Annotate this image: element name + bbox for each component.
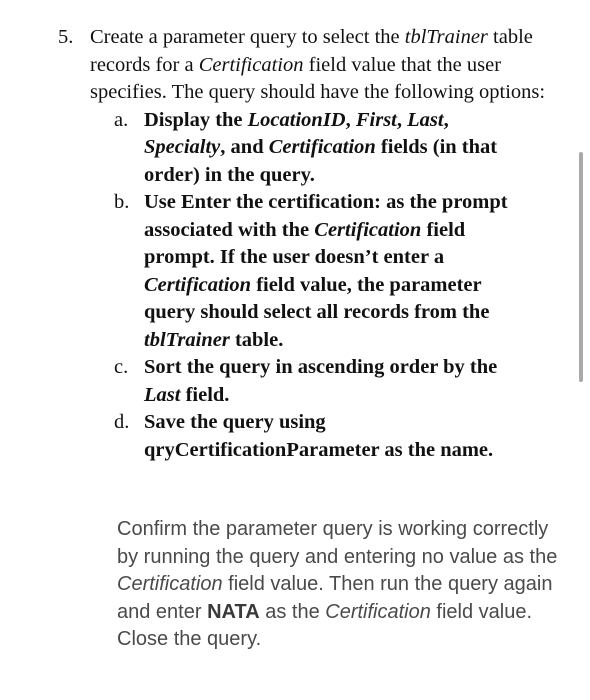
sub-item-text: , bbox=[396, 108, 408, 131]
sub-item-b bbox=[114, 189, 516, 354]
sub-item-text: , bbox=[345, 108, 356, 131]
sub-item-letter: a. bbox=[114, 108, 129, 131]
field-name: Certification bbox=[144, 273, 252, 296]
sub-item-letter: c. bbox=[114, 356, 129, 378]
sub-item-text: , and bbox=[220, 136, 269, 158]
field-name: Specialty bbox=[144, 136, 221, 158]
sub-item-text: Use Enter the certification: as the prompt associated with the bbox=[144, 191, 508, 241]
sub-item-text: Save the query using qryCertificationParameter as the name. bbox=[144, 411, 494, 461]
scrollbar[interactable] bbox=[579, 152, 583, 382]
note-text: Confirm the parameter query is working correctly by running the query and entering no value as the bbox=[117, 518, 558, 568]
field-name: Last bbox=[144, 383, 181, 406]
item-5-intro-text: Create a parameter query to select the bbox=[90, 26, 405, 48]
sub-item-text: Sort the query in ascending order by the bbox=[144, 356, 498, 378]
table-name: tblTrainer bbox=[404, 26, 488, 48]
field-name: Certification bbox=[325, 600, 431, 623]
field-name: Certification bbox=[198, 53, 304, 76]
item-5-text bbox=[90, 24, 548, 107]
sub-item-text: fields (in that order) in the query. bbox=[144, 136, 498, 186]
field-name: Certification bbox=[314, 218, 422, 241]
field-name: First bbox=[355, 108, 397, 131]
sub-item-text: , bbox=[443, 108, 449, 131]
sub-item-text: table. bbox=[229, 328, 284, 351]
field-name: LocationID bbox=[247, 108, 346, 131]
sub-item-text: field. bbox=[180, 383, 230, 406]
note-text: field value. Close the query. bbox=[117, 600, 533, 650]
sub-item-letter: d. bbox=[114, 411, 130, 433]
note-text: as the bbox=[259, 600, 326, 623]
item-number: 5. bbox=[58, 26, 74, 48]
sub-item-letter: b. bbox=[114, 191, 130, 213]
sub-item-d bbox=[114, 409, 516, 464]
field-name: Certification bbox=[117, 573, 223, 595]
sub-item-a bbox=[114, 107, 516, 190]
sub-item-text: field prompt. If the user doesn’t enter a bbox=[144, 218, 466, 268]
item-5-intro-text: table records for a bbox=[90, 26, 533, 76]
sub-list bbox=[114, 107, 516, 465]
value-name: NATA bbox=[207, 600, 260, 623]
confirmation-note bbox=[117, 516, 572, 654]
sub-item-text: Display the bbox=[144, 108, 248, 131]
note-text: field value. Then run the query again and enter bbox=[117, 573, 553, 623]
sub-item-text: field value, the parameter query should select all records from the bbox=[144, 273, 490, 323]
table-name: tblTrainer bbox=[144, 328, 230, 351]
sub-item-c bbox=[114, 354, 516, 409]
field-name: Last bbox=[407, 108, 444, 131]
item-5-intro-text: field value that the user specifies. The query should have the following options: bbox=[90, 53, 546, 103]
list-item-5 bbox=[58, 24, 548, 464]
field-name: Certification bbox=[268, 136, 376, 158]
